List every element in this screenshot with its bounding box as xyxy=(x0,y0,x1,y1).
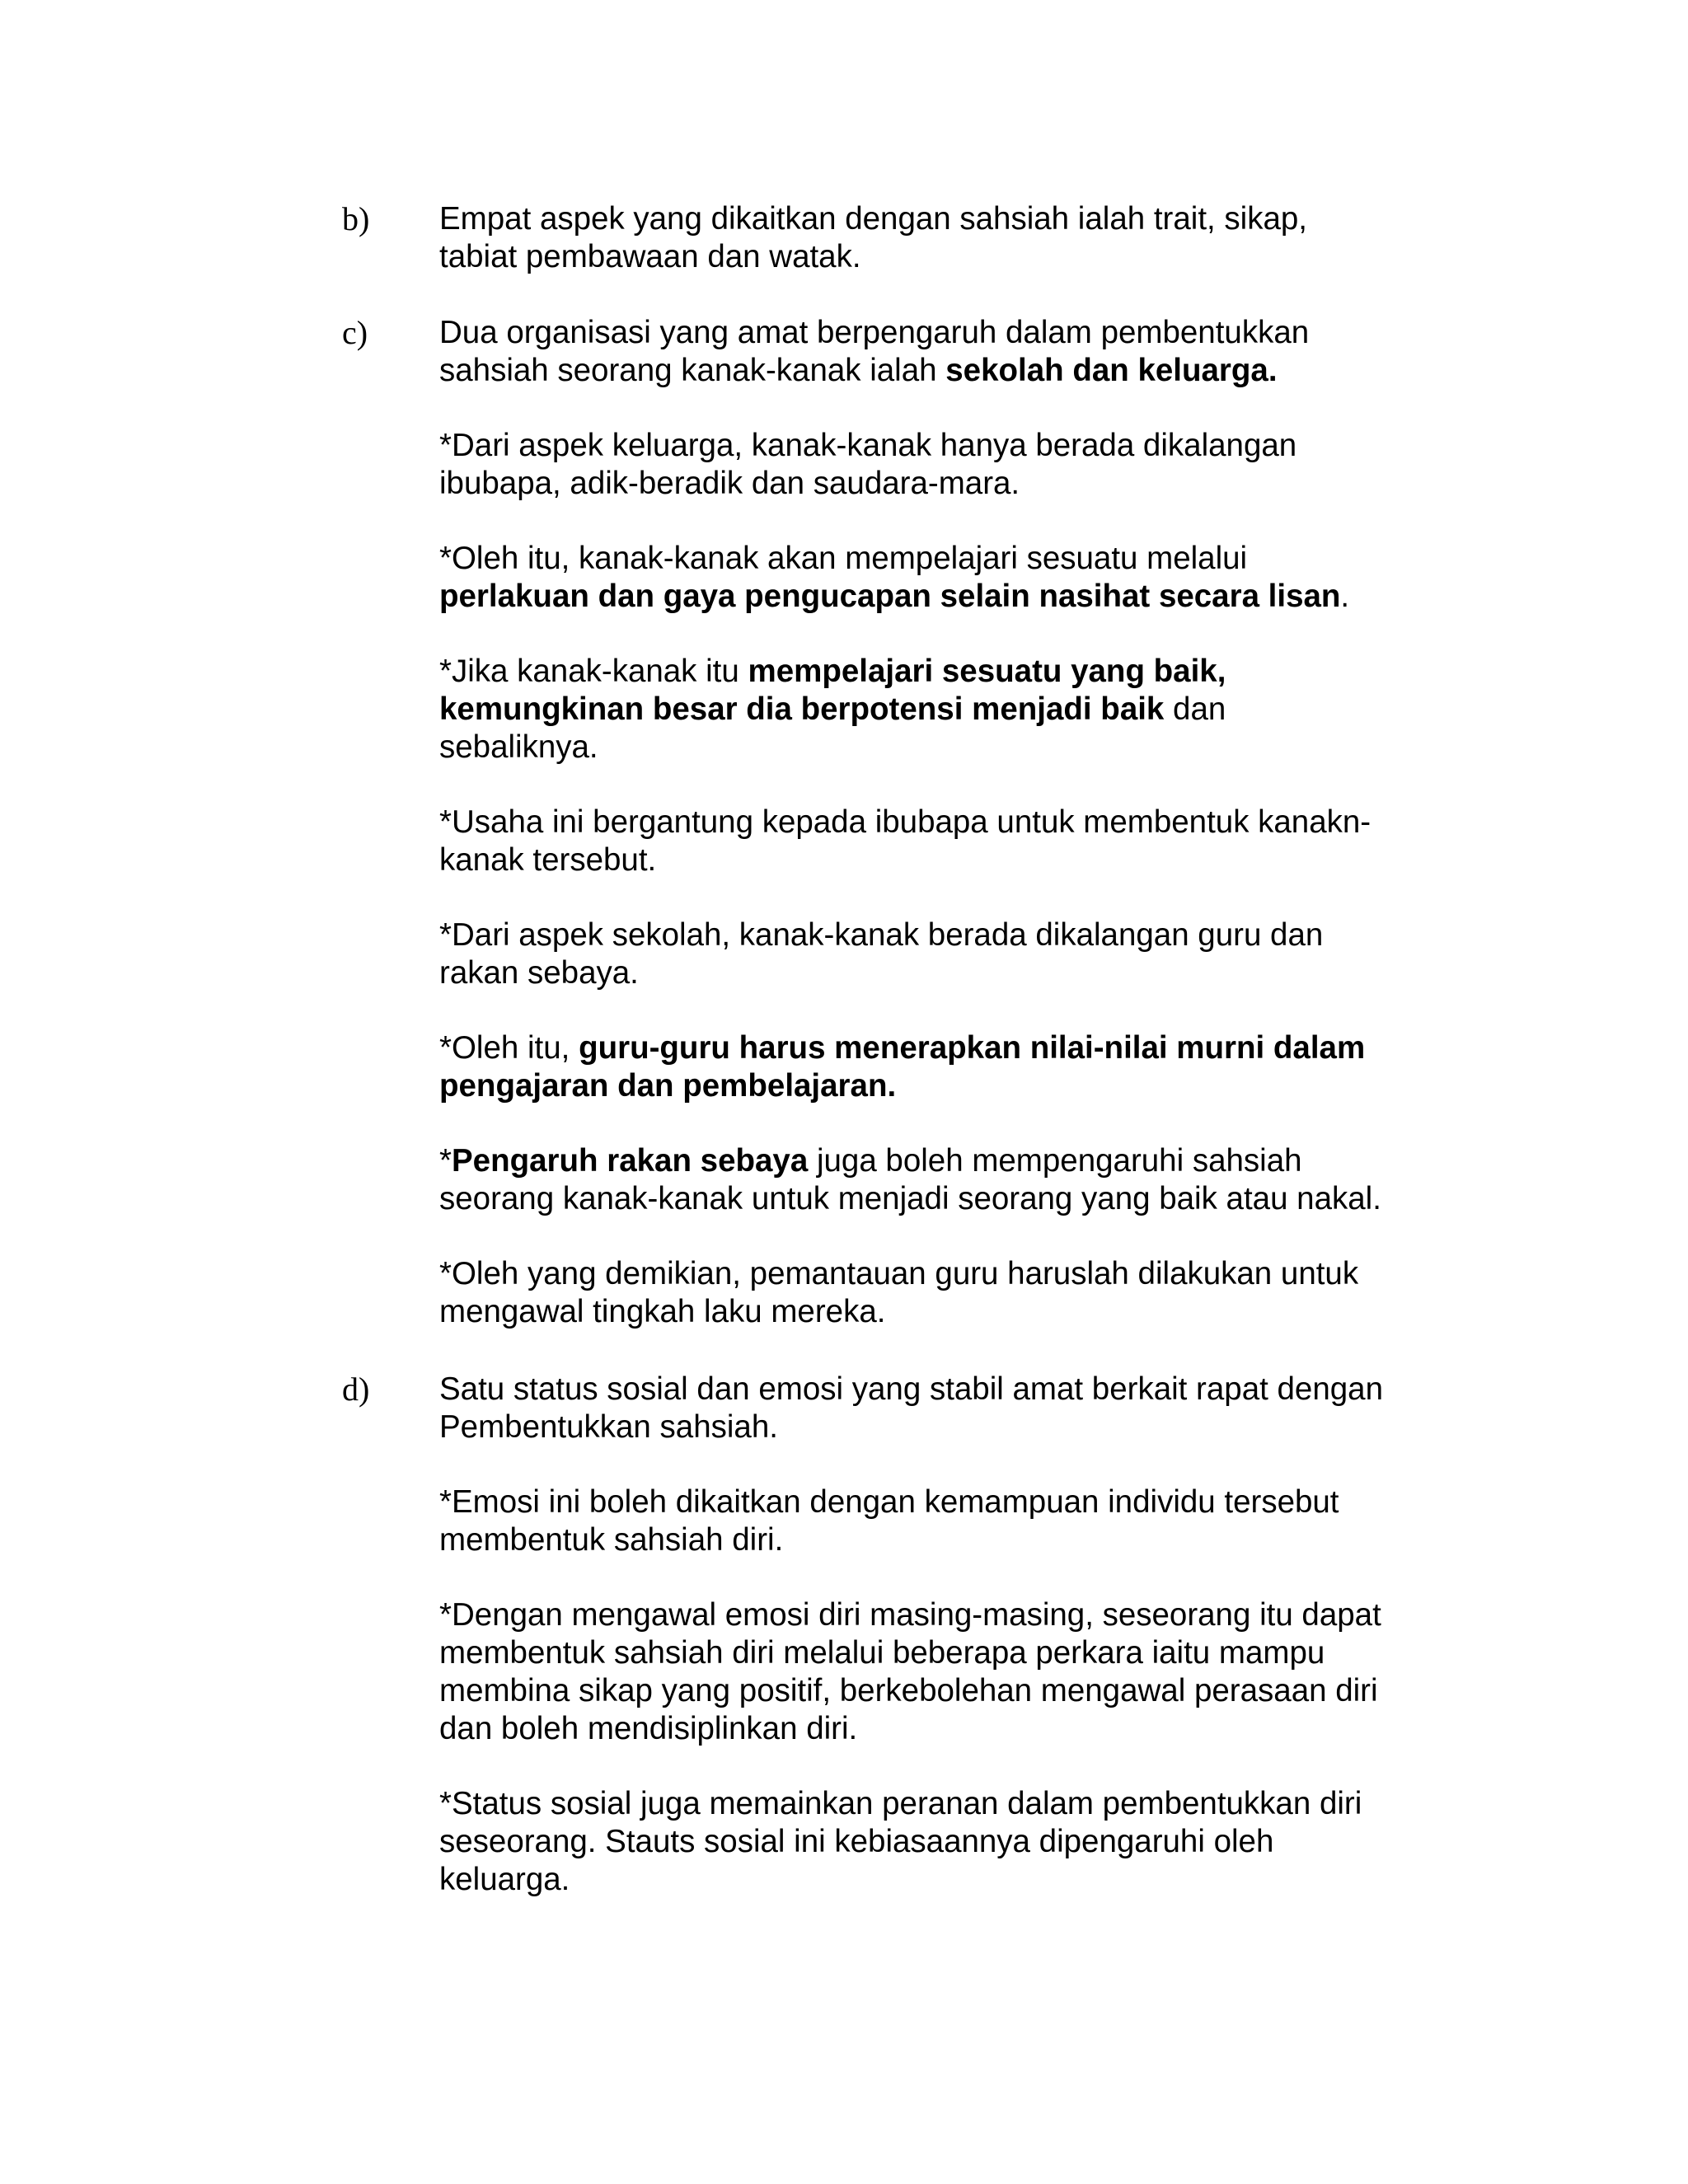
text-run: *Dengan mengawal emosi diri masing-masing, seseorang itu dapat xyxy=(439,1597,1381,1633)
item-marker: b) xyxy=(342,200,370,237)
paragraph xyxy=(439,1142,1461,1218)
text-line xyxy=(439,1672,1461,1710)
text-line xyxy=(439,916,1461,954)
text-line xyxy=(439,314,1461,352)
text-run: membina sikap yang positif, berkebolehan mengawal perasaan diri xyxy=(439,1673,1378,1708)
text-run: *Usaha ini bergantung kepada ibubapa untuk membentuk kanakn- xyxy=(439,804,1372,840)
paragraph xyxy=(439,200,1461,276)
text-run: rakan sebaya. xyxy=(439,955,639,991)
text-line xyxy=(439,1067,1461,1105)
text-run: Dua organisasi yang amat berpengaruh dalam pembentukkan xyxy=(439,315,1310,350)
text-line xyxy=(439,1634,1461,1672)
text-line xyxy=(439,1180,1461,1218)
item-marker: d) xyxy=(342,1371,370,1408)
text-line xyxy=(439,841,1461,879)
text-line xyxy=(439,1408,1461,1446)
paragraph xyxy=(439,1596,1461,1748)
text-run: *Status sosial juga memainkan peranan dalam pembentukkan diri xyxy=(439,1786,1362,1821)
text-line xyxy=(439,1371,1461,1408)
text-line xyxy=(439,1293,1461,1331)
text-run: membentuk sahsiah diri melalui beberapa perkara iaitu mampu xyxy=(439,1635,1325,1671)
text-line xyxy=(439,653,1461,691)
paragraph xyxy=(439,1483,1461,1559)
text-run: juga boleh mempengaruhi sahsiah xyxy=(808,1143,1302,1179)
bold-text: perlakuan dan gaya pengucapan selain nasihat secara lisan xyxy=(439,579,1341,614)
paragraph xyxy=(439,916,1461,992)
text-run: keluarga. xyxy=(439,1862,570,1897)
paragraph xyxy=(439,1255,1461,1331)
text-line xyxy=(439,804,1461,841)
text-line xyxy=(439,427,1461,465)
text-run: *Oleh yang demikian, pemantauan guru haruslah dilakukan untuk xyxy=(439,1256,1359,1291)
text-line xyxy=(439,691,1461,729)
paragraph xyxy=(439,540,1461,616)
item-body xyxy=(439,1371,1461,1899)
text-line xyxy=(439,238,1461,276)
text-run: seseorang. Stauts sosial ini kebiasaannya dipengaruhi oleh xyxy=(439,1824,1274,1859)
text-line xyxy=(439,1596,1461,1634)
text-run: seorang kanak-kanak untuk menjadi seorang yang baik atau nakal. xyxy=(439,1181,1381,1216)
text-run: dan boleh mendisiplinkan diri. xyxy=(439,1711,858,1746)
text-line xyxy=(439,1521,1461,1559)
text-run: *Oleh itu, xyxy=(439,1030,579,1066)
text-line xyxy=(439,352,1461,390)
text-run: tabiat pembawaan dan watak. xyxy=(439,239,861,274)
text-line xyxy=(439,465,1461,503)
text-line xyxy=(439,1785,1461,1823)
text-line xyxy=(439,1029,1461,1067)
paragraph xyxy=(439,1029,1461,1105)
text-line xyxy=(439,1483,1461,1521)
text-line xyxy=(439,1255,1461,1293)
paragraph xyxy=(439,1785,1461,1899)
text-run: *Dari aspek sekolah, kanak-kanak berada dikalangan guru dan xyxy=(439,917,1324,953)
bold-text: pengajaran dan pembelajaran. xyxy=(439,1068,897,1104)
text-run: membentuk sahsiah diri. xyxy=(439,1522,784,1558)
text-line xyxy=(439,1142,1461,1180)
text-run: *Jika kanak-kanak itu xyxy=(439,654,748,689)
text-run: ibubapa, adik-beradik dan saudara-mara. xyxy=(439,466,1020,501)
text-line xyxy=(439,954,1461,992)
text-run: Satu status sosial dan emosi yang stabil amat berkait rapat dengan xyxy=(439,1371,1383,1407)
bold-text: guru-guru harus menerapkan nilai-nilai murni dalam xyxy=(579,1030,1366,1066)
paragraph xyxy=(439,1371,1461,1446)
text-run: *Dari aspek keluarga, kanak-kanak hanya berada dikalangan xyxy=(439,428,1297,463)
text-run: * xyxy=(439,1143,452,1179)
text-line xyxy=(439,578,1461,616)
paragraph xyxy=(439,314,1461,390)
text-line xyxy=(439,540,1461,578)
text-line xyxy=(439,1823,1461,1861)
item-body xyxy=(439,200,1461,276)
text-line xyxy=(439,1861,1461,1899)
text-run: mengawal tingkah laku mereka. xyxy=(439,1294,886,1329)
paragraph xyxy=(439,804,1461,879)
bold-text: Pengaruh rakan sebaya xyxy=(451,1143,809,1179)
bold-text: sekolah dan keluarga. xyxy=(945,353,1278,388)
text-run: kanak tersebut. xyxy=(439,842,657,878)
item-marker: c) xyxy=(342,314,368,351)
paragraph xyxy=(439,653,1461,766)
text-run: Pembentukkan sahsiah. xyxy=(439,1409,778,1445)
text-line xyxy=(439,729,1461,766)
text-line xyxy=(439,1710,1461,1748)
text-run: . xyxy=(1340,579,1350,614)
text-run: sebaliknya. xyxy=(439,729,598,765)
text-run: *Oleh itu, kanak-kanak akan mempelajari sesuatu melalui xyxy=(439,541,1248,576)
text-run: *Emosi ini boleh dikaitkan dengan kemampuan individu tersebut xyxy=(439,1484,1339,1520)
bold-text: kemungkinan besar dia berpotensi menjadi baik xyxy=(439,691,1165,727)
item-body xyxy=(439,314,1461,1331)
text-run: sahsiah seorang kanak-kanak ialah xyxy=(439,353,946,388)
paragraph xyxy=(439,427,1461,503)
text-run: Empat aspek yang dikaitkan dengan sahsiah ialah trait, sikap, xyxy=(439,201,1307,237)
text-run: dan xyxy=(1164,691,1226,727)
bold-text: mempelajari sesuatu yang baik, xyxy=(748,654,1226,689)
text-line xyxy=(439,200,1461,238)
